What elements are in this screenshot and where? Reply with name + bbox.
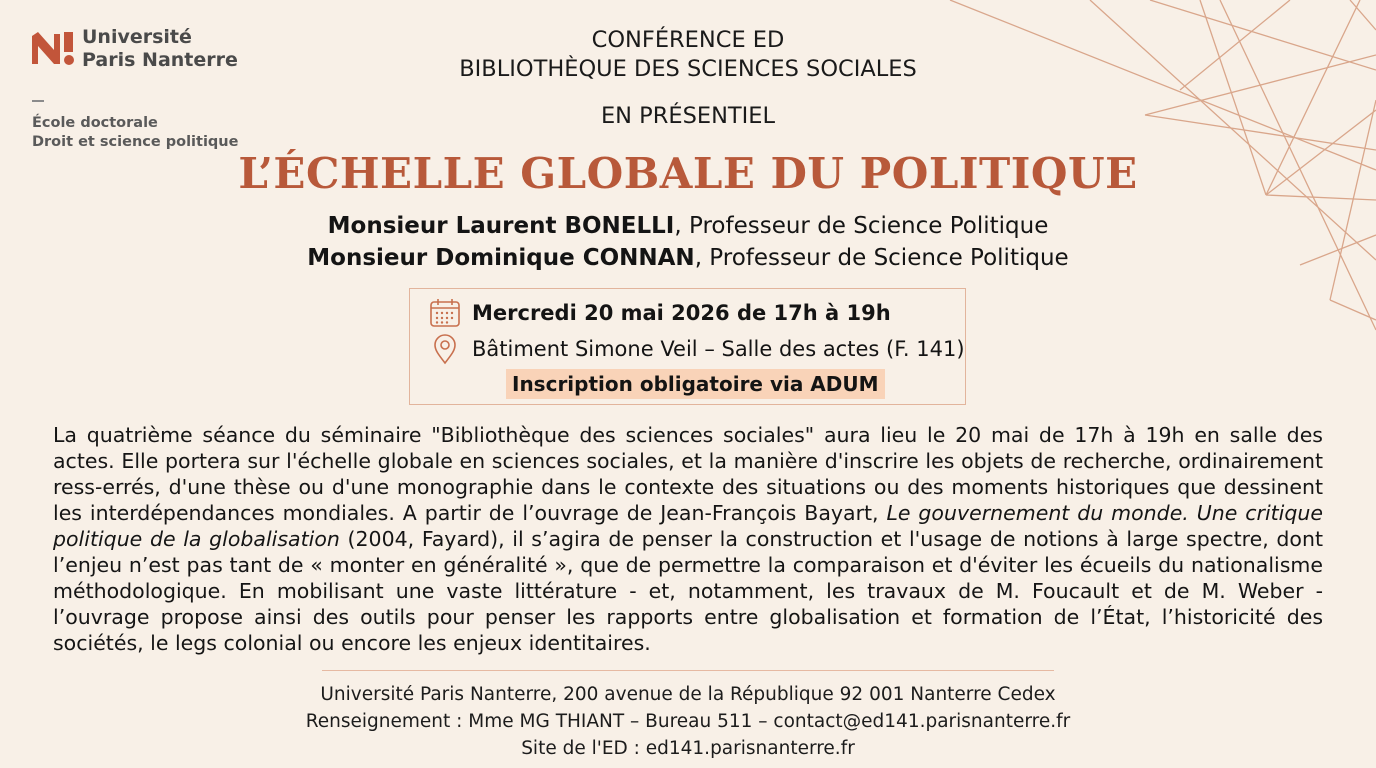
description-part-2: (2004, Fayard), il s’agira de penser la construction et l'usage de notions à large spectre, dont l’enjeu n’est pas tant de « monter en généralité », que de permettre la comparaison et d'éviter les écueils du nationalisme méthodologique. En mobilisant une vaste littérature - et, notamment, les travaux de M. Foucault et de M. Weber - l’ouvrage propose ainsi des outils pour penser les rapports entre globalisation et formation de l’État, l’historicité des sociétés, le legs colonial ou encore les enjeux identitaires. <box>53 527 1323 655</box>
seminar-description <box>53 422 1323 656</box>
speakers-list <box>0 210 1376 274</box>
footer <box>0 681 1376 762</box>
conference-title: L’ÉCHELLE GLOBALE DU POLITIQUE <box>238 149 1138 198</box>
attendance-mode: EN PRÉSENTIEL <box>600 103 776 129</box>
header-line-2: BIBLIOTHÈQUE DES SCIENCES SOCIALES <box>459 56 917 82</box>
header-line-1: CONFÉRENCE ED <box>591 27 785 53</box>
doctoral-school-line2: Droit et science politique <box>32 134 239 150</box>
registration-notice: Inscription obligatoire via ADUM <box>506 369 885 399</box>
footer-address: Université Paris Nanterre, 200 avenue de la République 92 001 Nanterre Cedex <box>320 684 1056 705</box>
footer-contact: Renseignement : Mme MG THIANT – Bureau 511 – contact@ed141.parisnanterre.fr <box>305 711 1071 732</box>
event-date-row <box>428 297 891 329</box>
doctoral-school-line1: École doctorale <box>32 115 158 131</box>
speaker-2-role: , Professeur de Science Politique <box>694 245 1069 271</box>
speaker-1-name: Monsieur Laurent BONELLI <box>327 213 675 239</box>
description-part-1: La quatrième séance du séminaire "Bibliothèque des sciences sociales" aura lieu le 20 mai de 17h à 19h en salle des actes. Elle portera sur l'échelle globale en sciences sociales, et la manière d'inscrire les objets de recherche, ordinairement ress-errés, d'une thèse ou d'une monographie dans le contexte des situations ou des moments historiques que dessinent les interdépendances mondiales. A partir de l’ouvrage de Jean-François Bayart, <box>53 423 1323 525</box>
calendar-icon <box>428 297 462 329</box>
location-pin-icon <box>428 333 462 365</box>
footer-divider <box>322 670 1054 671</box>
speaker-2 <box>0 242 1376 274</box>
university-name-line2: Paris Nanterre <box>82 49 238 71</box>
speaker-1-role: , Professeur de Science Politique <box>674 213 1049 239</box>
university-name-line1: Université <box>82 26 192 48</box>
event-place: Bâtiment Simone Veil – Salle des actes (F. 141) <box>472 337 965 361</box>
speaker-2-name: Monsieur Dominique CONNAN <box>307 245 695 271</box>
event-date: Mercredi 20 mai 2026 de 17h à 19h <box>472 301 891 325</box>
event-info-box <box>409 288 966 405</box>
footer-site: Site de l'ED : ed141.parisnanterre.fr <box>521 738 855 759</box>
event-place-row <box>428 333 965 365</box>
book-title: Le gouvernement du monde. Une critique politique de la globalisation <box>53 501 1323 551</box>
speaker-1 <box>0 210 1376 242</box>
conference-header <box>0 26 1376 84</box>
